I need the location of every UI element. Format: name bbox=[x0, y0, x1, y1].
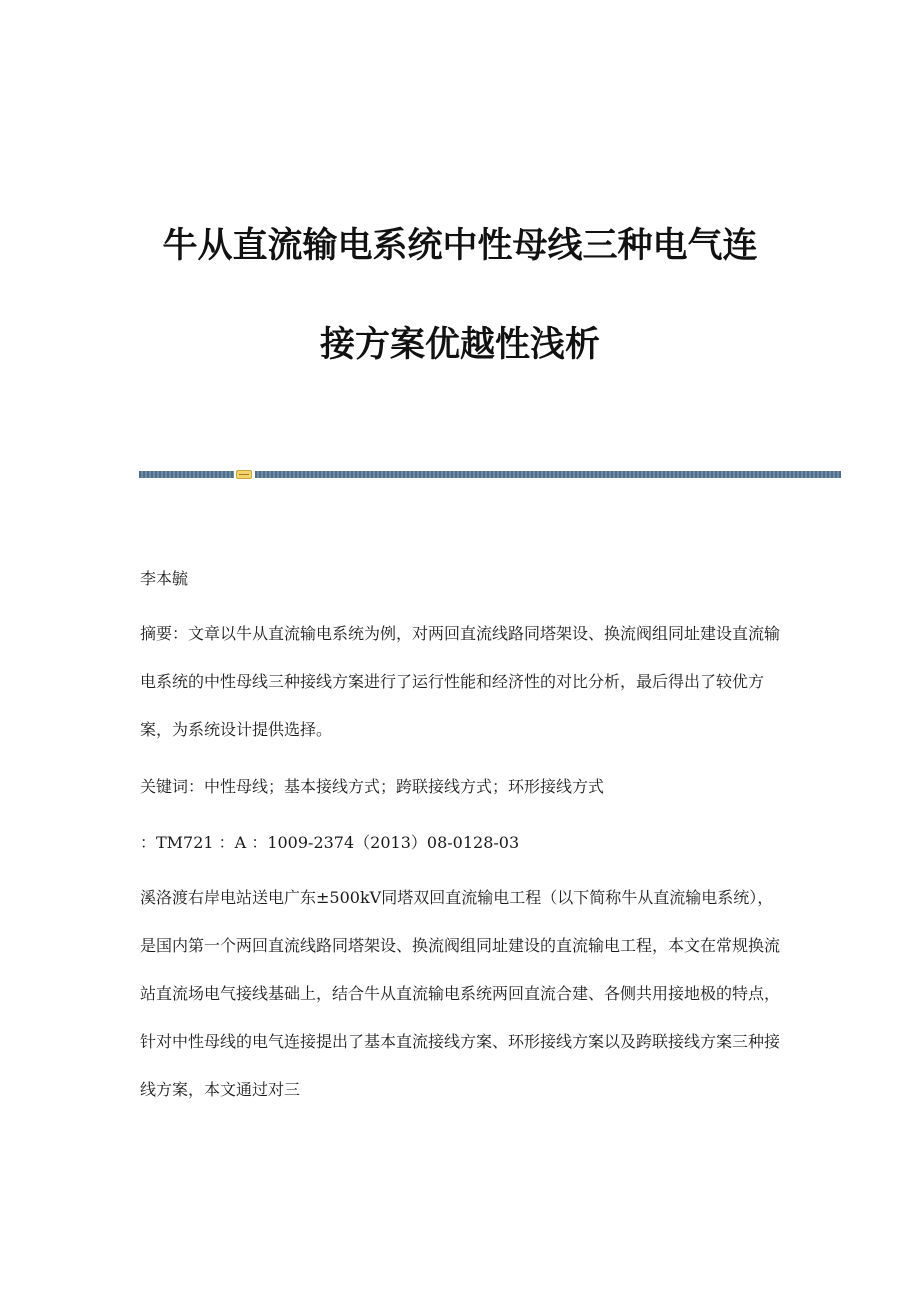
author-name: 李本毓 bbox=[140, 569, 189, 588]
envelope-icon bbox=[236, 470, 252, 479]
keywords-line: 关键词：中性母线；基本接线方式；跨联接线方式；环形接线方式 bbox=[140, 777, 605, 796]
abstract-paragraph: 摘要：文章以牛从直流输电系统为例，对两回直流线路同塔架设、换流阀组同址建设直流输电系统的中性母线三种接线方案进行了运行性能和经济性的对比分析，最后得出了较优方案，为系统设计提供选择。 bbox=[140, 624, 781, 739]
divider-bar-right bbox=[255, 471, 841, 478]
body-paragraph: 溪洛渡右岸电站送电广东±500kV同塔双回直流输电工程（以下简称牛从直流输电系统），是国内第一个两回直流线路同塔架设、换流阀组同址建设的直流输电工程，本文在常规换流站直流场电气接线基础上，结合牛从直流输电系统两回直流合建、各侧共用接地极的特点，针对中性母线的电气连接提出了基本直流接线方案、环形接线方案以及跨联接线方案三种接线方案，本文通过对三 bbox=[140, 888, 781, 1099]
classification-line: ：TM721 ：A ：1009-2374（2013）08-0128-03 bbox=[140, 833, 520, 852]
divider-bar-left bbox=[139, 471, 234, 478]
document-title-line-1: 牛从直流输电系统中性母线三种电气连 bbox=[162, 226, 758, 266]
document-title-line-2: 接方案优越性浅析 bbox=[319, 325, 600, 365]
title-divider bbox=[139, 470, 841, 479]
